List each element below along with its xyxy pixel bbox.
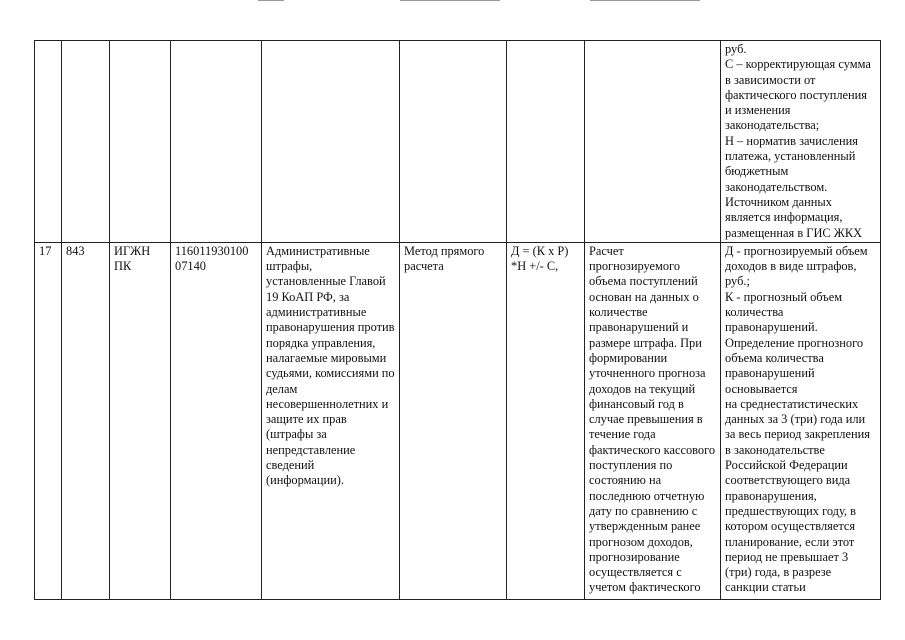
cell-number: 17	[35, 242, 62, 599]
cell-kbk: 116011930100 07140	[171, 242, 262, 599]
cell-number	[35, 41, 62, 243]
cell-indicators: Д - прогнозируемый объем доходов в виде штрафов, руб.; К - прогнозный объем количества правонарушений. Определение прогнозного объема количества правонарушений основывается на среднестатистических данных за 3 (три) года или за весь период закрепления в законодательстве Российской Федерации соответствующего вида правонарушения, предшествующих году, в котором осуществляется планирование, если этот период не превышает 3 (три) года, в разрезе санкции статьи	[721, 242, 881, 599]
table-row-continuation	[35, 41, 881, 243]
table-row-17	[35, 242, 881, 599]
cell-admin-name: ИГЖН ПК	[110, 242, 171, 599]
cell-formula	[507, 41, 585, 243]
revenue-forecast-table	[34, 40, 881, 600]
cell-admin-name	[110, 41, 171, 243]
cell-formula: Д = (К х Р) *Н +/- С,	[507, 242, 585, 599]
cell-algorithm	[585, 41, 721, 243]
scan-top-line-right	[590, 0, 700, 1]
cell-admin-code: 843	[62, 242, 110, 599]
cell-revenue-name: Административные штрафы, установленные Главой 19 КоАП РФ, за административные правонарушения против порядка управления, налагаемые мировыми судьями, комиссиями по делам несовершеннолетних и защите их прав (штрафы за непредставление сведений (информации).	[262, 242, 400, 599]
cell-admin-code	[62, 41, 110, 243]
scan-top-line-mid	[400, 0, 500, 1]
cell-algorithm: Расчет прогнозируемого объема поступлений основан на данных о количестве правонарушений и размере штрафа. При формировании уточненного прогноза доходов на текущий финансовый год в случае превышения в течение года фактического кассового поступления по состоянию на последнюю отчетную дату по сравнению с утвержденным ранее прогнозом доходов, прогнозирование осуществляется с учетом фактического	[585, 242, 721, 599]
cell-method: Метод прямого расчета	[400, 242, 507, 599]
cell-revenue-name	[262, 41, 400, 243]
cell-indicators: руб. С – корректирующая сумма в зависимости от фактического поступления и изменения законодательства; Н – норматив зачисления платежа, установленный бюджетным законодательством. Источником данных является информация, размещенная в ГИС ЖКХ	[721, 41, 881, 243]
cell-method	[400, 41, 507, 243]
scan-top-line-left	[258, 0, 284, 1]
cell-kbk	[171, 41, 262, 243]
